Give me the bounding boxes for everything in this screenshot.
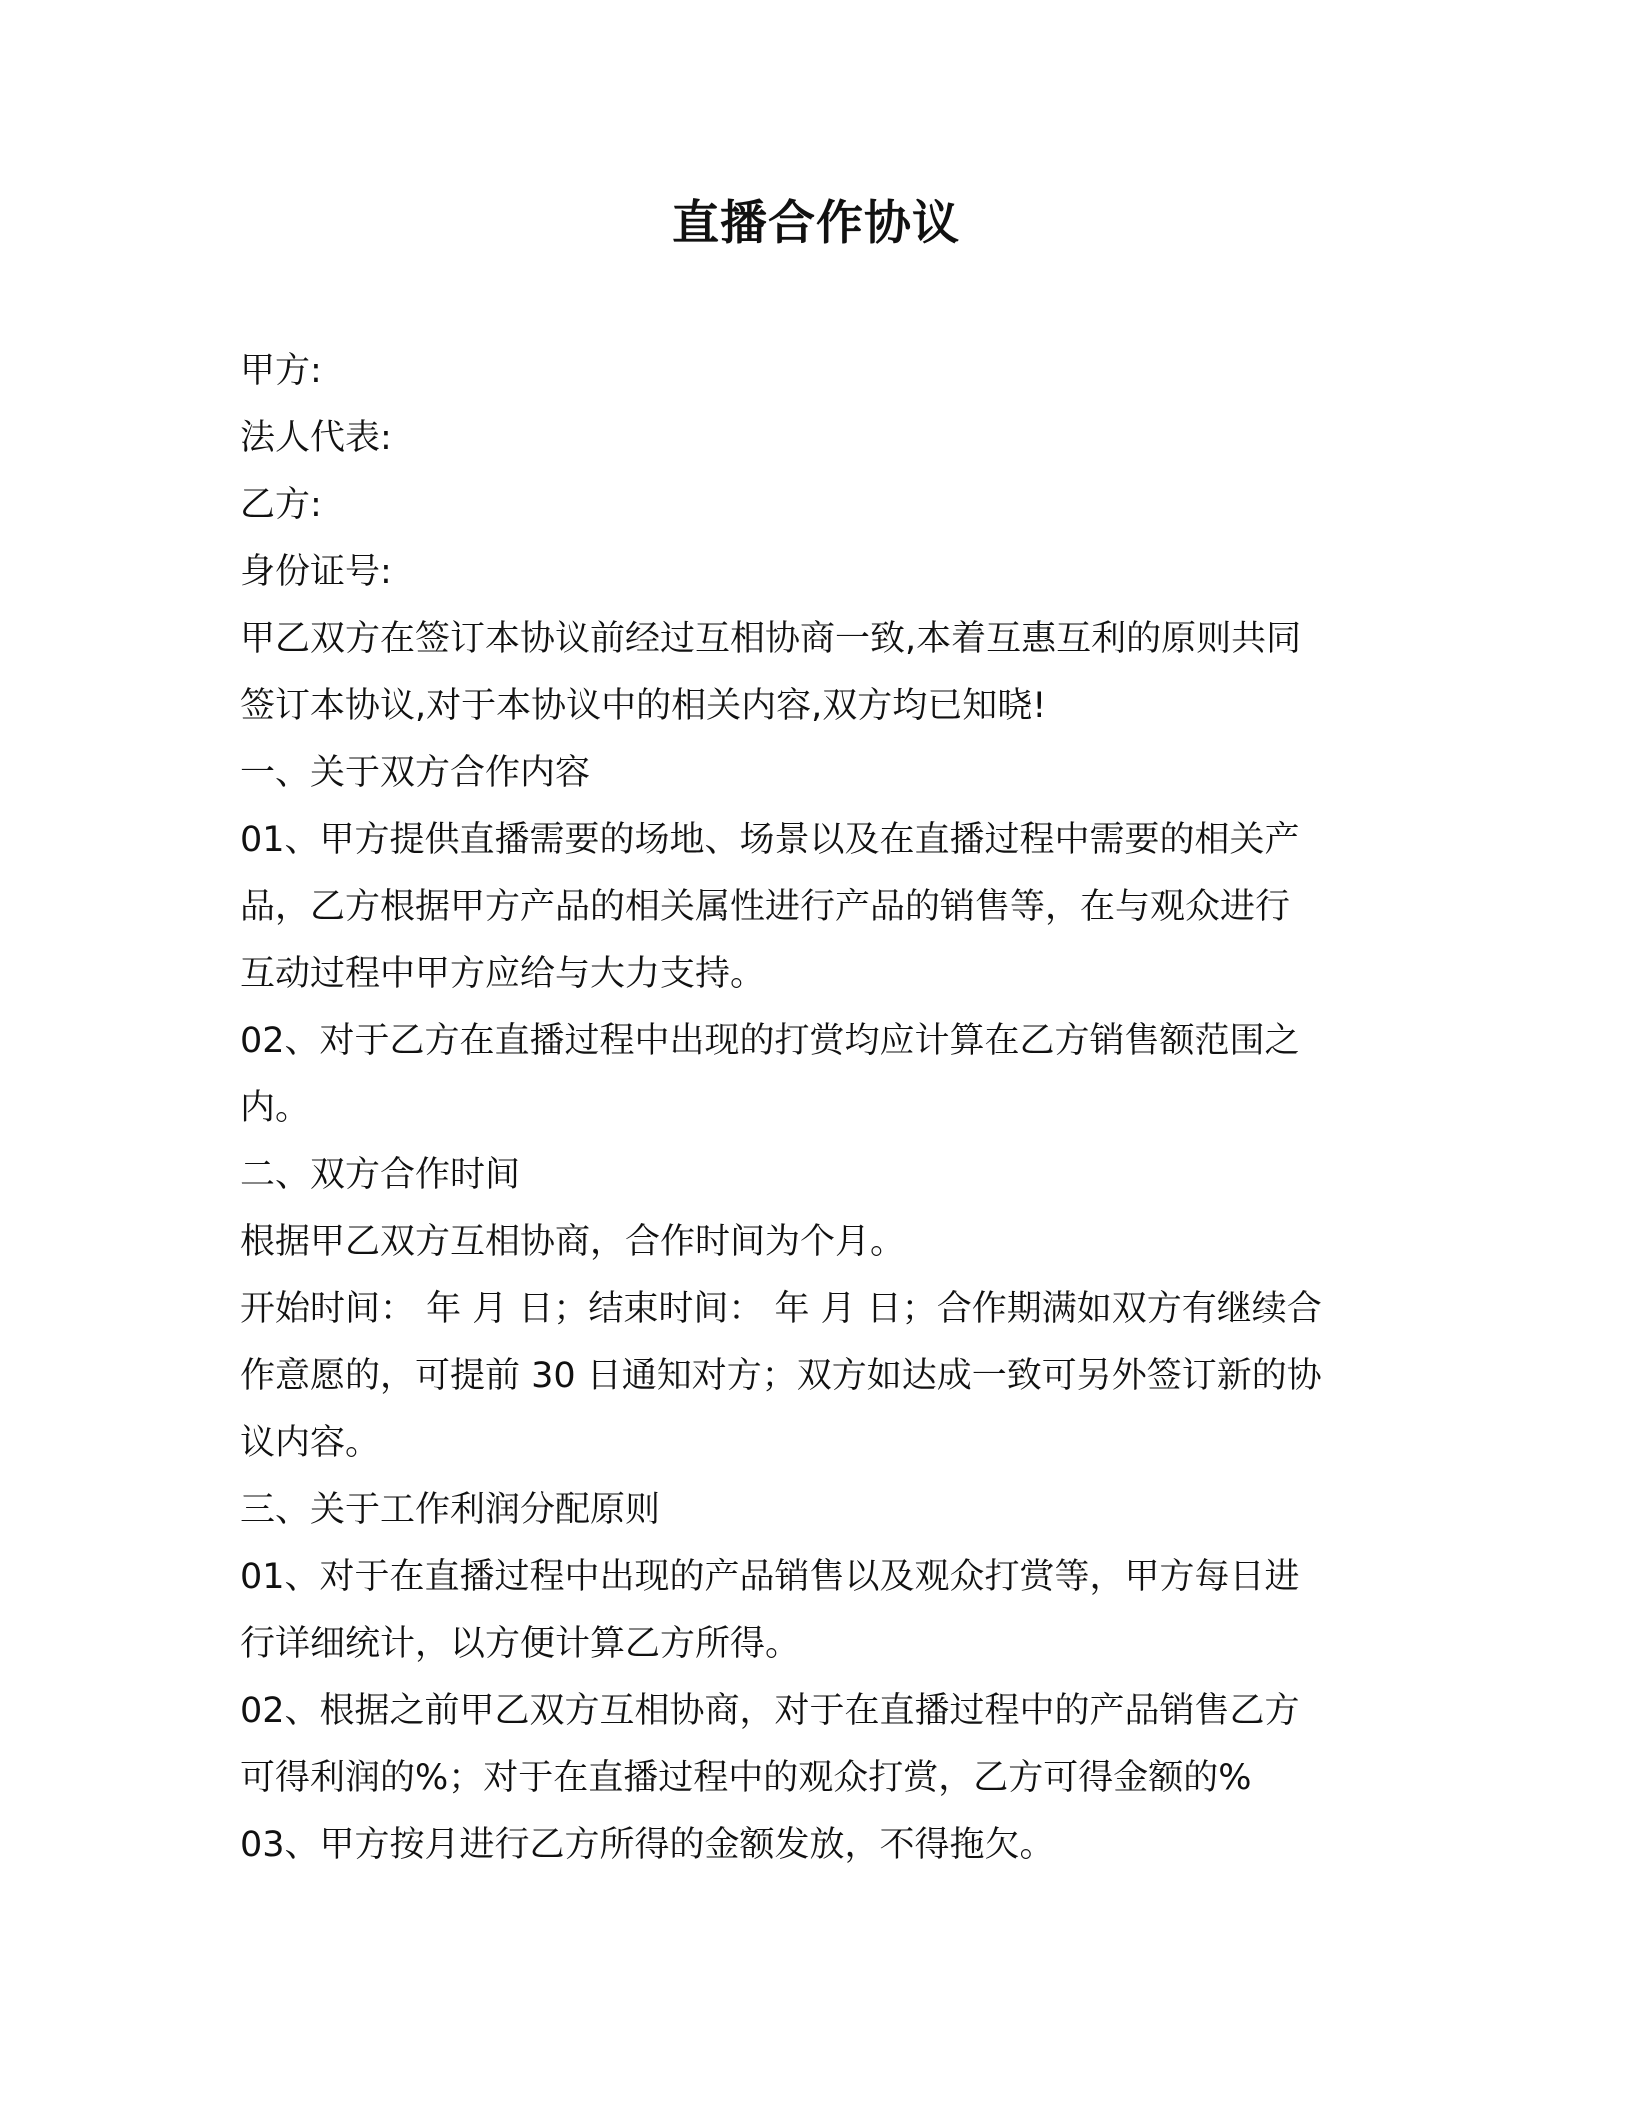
preamble-line: 甲乙双方在签订本协议前经过互相协商一致,本着互惠互利的原则共同 [240, 619, 1302, 659]
clause-line: 03、甲方按月进行乙方所得的金额发放，不得拖欠。 [240, 1825, 1055, 1865]
clause-line: 内。 [240, 1088, 311, 1128]
preamble-line: 签订本协议,对于本协议中的相关内容,双方均已知晓! [240, 686, 1047, 726]
id-number-line: 身份证号: [240, 552, 392, 592]
section-heading: 三、关于工作利润分配原则 [240, 1490, 661, 1530]
clause-line: 01、对于在直播过程中出现的产品销售以及观众打赏等，甲方每日进 [240, 1557, 1300, 1597]
section-heading: 一、关于双方合作内容 [240, 753, 591, 793]
clause-line: 作意愿的，可提前 30 日通知对方；双方如达成一致可另外签订新的协 [240, 1356, 1322, 1396]
clause-line: 品，乙方根据甲方产品的相关属性进行产品的销售等，在与观众进行 [240, 887, 1291, 927]
party-b-line: 乙方: [240, 485, 322, 525]
clause-line: 行详细统计，以方便计算乙方所得。 [240, 1624, 801, 1664]
legal-representative-line: 法人代表: [240, 418, 392, 458]
clause-line: 01、甲方提供直播需要的场地、场景以及在直播过程中需要的相关产 [240, 820, 1300, 860]
clause-line: 可得利润的%；对于在直播过程中的观众打赏，乙方可得金额的% [240, 1758, 1252, 1798]
document-title: 直播合作协议 [672, 196, 960, 251]
clause-line: 02、对于乙方在直播过程中出现的打赏均应计算在乙方销售额范围之 [240, 1021, 1300, 1061]
clause-line: 根据甲乙双方互相协商，合作时间为个月。 [240, 1222, 906, 1262]
party-a-line: 甲方: [240, 351, 322, 391]
clause-line: 02、根据之前甲乙双方互相协商，对于在直播过程中的产品销售乙方 [240, 1691, 1300, 1731]
section-heading: 二、双方合作时间 [240, 1155, 521, 1195]
document-body [240, 338, 1390, 1879]
clause-line: 议内容。 [240, 1423, 381, 1463]
clause-line: 开始时间： 年 月 日；结束时间： 年 月 日；合作期满如双方有继续合 [240, 1289, 1322, 1329]
clause-line: 互动过程中甲方应给与大力支持。 [240, 954, 766, 994]
